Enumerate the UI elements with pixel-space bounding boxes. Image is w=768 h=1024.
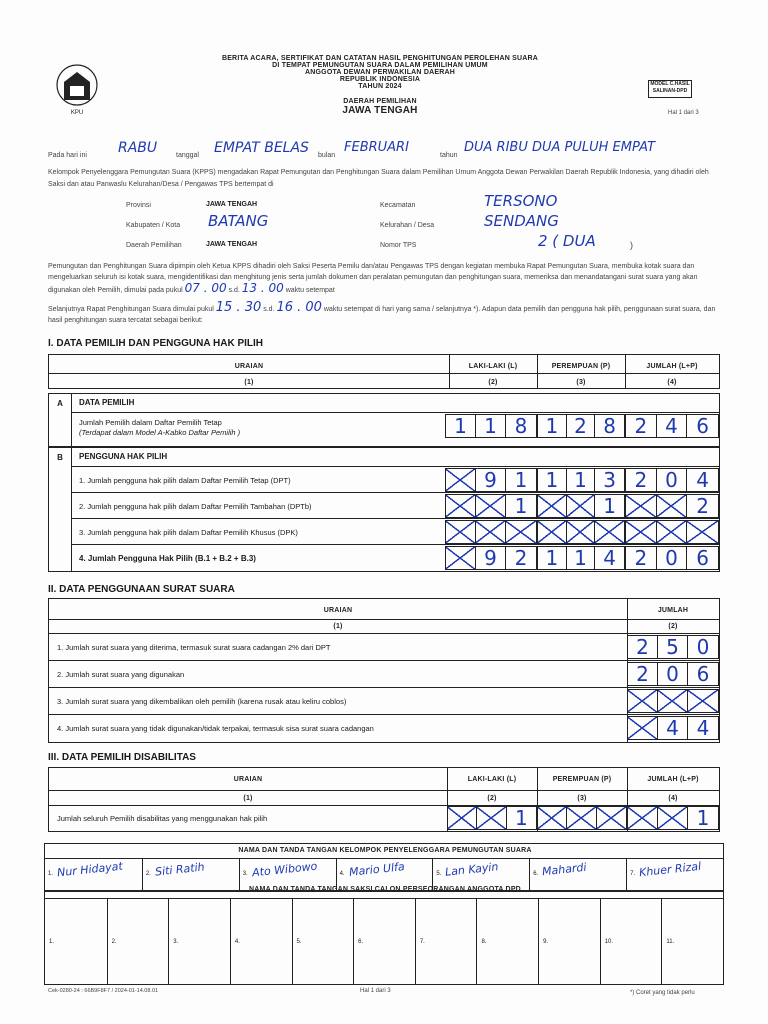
- page-number-top: Hal 1 dari 3: [668, 110, 699, 116]
- s3-col-l: LAKI-LAKI (L): [467, 776, 517, 783]
- s2-row-text: 2. Jumlah surat suara yang digunakan: [57, 670, 185, 679]
- digit-group: [627, 635, 719, 659]
- b-row-text: 3. Jumlah pengguna hak pilih dalam Daftar Pemilih Khusus (DPK): [79, 528, 298, 537]
- tps-label: Nomor TPS: [380, 242, 417, 249]
- s2-row-text: 1. Jumlah surat suara yang diterima, termasuk surat suara cadangan 2% dari DPT: [57, 643, 331, 652]
- digit-cell: 1: [446, 415, 476, 437]
- digit-group: [627, 806, 719, 830]
- digit-cell: 1: [567, 547, 596, 569]
- digit-group: [627, 662, 719, 686]
- tahun-value: DUA RIBU DUA PULUH EMPAT: [464, 140, 656, 155]
- saksi-number: 8.: [481, 939, 487, 945]
- kpps-signature: Khuer Rizal: [638, 859, 702, 880]
- digit-cell: 1: [538, 547, 567, 569]
- digit-cell: 2: [628, 663, 658, 685]
- s3-row-text: Jumlah seluruh Pemilih disabilitas yang menggunakan hak pilih: [57, 814, 268, 823]
- crossed-digit-cell: [446, 469, 476, 491]
- saksi-signature-cell: [292, 898, 354, 984]
- saksi-signature-cell: [107, 898, 169, 984]
- kpps-signature: Nur Hidayat: [56, 859, 124, 880]
- s2-col-j: JUMLAH: [657, 607, 689, 614]
- b-letter: B: [49, 448, 72, 571]
- kelurahan-label: Kelurahan / Desa: [380, 222, 435, 229]
- kpps-title: NAMA DAN TANDA TANGAN KELOMPOK PENYELENGGARA PEMUNGUTAN SUARA: [238, 847, 532, 854]
- section1-title: I. DATA PEMILIH DAN PENGGUNA HAK PILIH: [48, 338, 263, 349]
- digit-group: [445, 520, 537, 544]
- col-num-1: (1): [244, 379, 254, 386]
- s2-row-text: 4. Jumlah surat suara yang tidak digunakan/tidak terpakai, termasuk sisa surat suara cadangan: [57, 724, 374, 733]
- para2-sd: s.d.: [263, 306, 275, 313]
- saksi-signature-cell: [661, 898, 723, 984]
- region-value: JAWA TENGAH: [342, 105, 418, 116]
- crossed-digit-cell: [567, 521, 596, 543]
- digit-group: [445, 494, 537, 518]
- a-values: [445, 414, 719, 438]
- saksi-signature-cell: [45, 898, 107, 984]
- title-line: REPUBLIK INDONESIA: [339, 76, 421, 83]
- s3-col-j: JUMLAH (L+P): [647, 776, 699, 783]
- kabupaten-value: BATANG: [208, 212, 269, 230]
- col-num-3: (3): [576, 379, 586, 386]
- b-row-values: [445, 494, 719, 518]
- kpps-signature: Mahardi: [541, 860, 588, 879]
- s3-num-3: (3): [577, 795, 587, 802]
- digit-cell: 1: [514, 468, 528, 492]
- saksi-number: 5.: [296, 939, 302, 945]
- title-line: DI TEMPAT PEMUNGUTAN SUARA DALAM PEMILIHAN UMUM: [272, 62, 488, 69]
- crossed-digit-cell: [658, 807, 688, 829]
- tps-close: ): [630, 240, 633, 250]
- digit-group: [625, 414, 719, 438]
- digit-group: [445, 414, 537, 438]
- col-l: LAKI-LAKI (L): [468, 363, 518, 370]
- saksi-signature-cell: [538, 898, 600, 984]
- s2-row-values: [627, 662, 719, 686]
- digit-cell: 2: [567, 415, 596, 437]
- kpps-number: 4.: [339, 871, 345, 877]
- digit-cell: 1: [514, 494, 528, 518]
- s2-num-1: (1): [333, 623, 343, 630]
- para2-end: 16 . 00: [276, 300, 322, 315]
- digit-cell: 2: [696, 494, 710, 518]
- digit-cell: 0: [658, 663, 688, 685]
- tahun-label: tahun: [440, 152, 458, 159]
- kelurahan-value: SENDANG: [484, 212, 559, 230]
- saksi-number: 3.: [173, 939, 179, 945]
- crossed-digit-cell: [595, 521, 624, 543]
- kpps-signature: Lan Kayin: [444, 860, 500, 879]
- b-row-values: [445, 520, 719, 544]
- a-row-text: Jumlah Pemilih dalam Daftar Pemilih Tetap: [79, 418, 222, 427]
- digit-group: [445, 546, 537, 570]
- s2-col-uraian: URAIAN: [323, 607, 353, 614]
- s2-num-2: (2): [668, 623, 678, 630]
- s2-row-text: 3. Jumlah surat suara yang dikembalikan oleh pemilih (karena rusak atau keliru coblos): [57, 697, 347, 706]
- saksi-signature-cell: [415, 898, 477, 984]
- section2-title: II. DATA PENGGUNAAN SURAT SUARA: [48, 584, 235, 595]
- digit-cell: 1: [538, 469, 567, 491]
- pada-label: Pada hari ini: [48, 152, 87, 159]
- a-row-sub: (Terdapat dalam Model A-Kabko Daftar Pemilih ): [79, 428, 241, 437]
- digit-group: [625, 520, 719, 544]
- digit-cell: 0: [657, 547, 688, 569]
- digit-cell: 8: [514, 414, 528, 438]
- saksi-number: 1.: [49, 939, 55, 945]
- crossed-digit-cell: [657, 521, 688, 543]
- crossed-digit-cell: [477, 807, 506, 829]
- crossed-digit-cell: [657, 495, 688, 517]
- crossed-digit-cell: [567, 495, 596, 517]
- digit-cell: 0: [696, 635, 710, 659]
- para1-start: 07 . 00: [184, 281, 227, 295]
- digit-cell: 3: [603, 468, 617, 492]
- intro-text: Kelompok Penyelenggara Pemungutan Suara (KPPS) mengadakan Rapat Pemungutan dan Penghitungan Suara dalam Pemilihan Umum Anggota Dewan Perwakilan Daerah Republik Indonesia, yang dihadiri oleh Saksi dan atau Panwaslu Kelurahan/Desa / Pengawas TPS bertempat di: [48, 169, 709, 188]
- col-uraian: URAIAN: [234, 363, 264, 370]
- crossed-digit-cell: [628, 717, 658, 739]
- s2-row-values: [627, 689, 719, 713]
- s3-col-uraian: URAIAN: [233, 776, 263, 783]
- date-line: [48, 140, 728, 164]
- section3-table: [48, 767, 720, 832]
- kpps-number: 5.: [436, 871, 442, 877]
- col-j: JUMLAH (L+P): [646, 363, 698, 370]
- digit-cell: 2: [626, 415, 657, 437]
- digit-cell: 2: [514, 546, 528, 570]
- region-label: DAERAH PEMILIHAN: [343, 98, 417, 105]
- bulan-label: bulan: [318, 152, 336, 159]
- col-p: PEREMPUAN (P): [551, 363, 611, 370]
- digit-cell: 8: [603, 414, 617, 438]
- tanggal-label: tanggal: [176, 152, 199, 159]
- saksi-signature-cell: [353, 898, 415, 984]
- digit-cell: 2: [628, 636, 658, 658]
- b-row-values: [445, 546, 719, 570]
- paragraph-1: [48, 262, 720, 297]
- a-letter: A: [49, 394, 72, 446]
- digit-group: [537, 546, 625, 570]
- model-box: MODEL C.HASIL SALINAN-DPD: [648, 80, 692, 98]
- saksi-number: 2.: [111, 939, 117, 945]
- kpps-number: 1.: [48, 871, 54, 877]
- digit-group: [625, 546, 719, 570]
- crossed-digit-cell: [448, 807, 477, 829]
- digit-group: [445, 468, 537, 492]
- col-num-2: (2): [488, 379, 498, 386]
- para2-tail: waktu setempat di hari yang sama / selanjutnya *). Adapun data pemilih dan pengguna hak pilih, penggunaan surat suara, dan hasil penghitungan suara tercatat sebagai berikut:: [48, 306, 716, 324]
- digit-group: [537, 806, 627, 830]
- crossed-digit-cell: [446, 547, 476, 569]
- para1-end: 13 . 00: [241, 281, 284, 295]
- saksi-signature-cell: [600, 898, 662, 984]
- crossed-digit-cell: [628, 690, 658, 712]
- digit-cell: 1: [696, 806, 710, 830]
- digit-cell: 1: [567, 469, 596, 491]
- digit-group: [537, 468, 625, 492]
- b-row-text: 1. Jumlah pengguna hak pilih dalam Daftar Pemilih Tetap (DPT): [79, 476, 291, 485]
- saksi-signature-cell: [230, 898, 292, 984]
- b-title: PENGGUNA HAK PILIH: [79, 452, 168, 461]
- crossed-digit-cell: [688, 690, 718, 712]
- kpps-signature: Siti Ratih: [154, 860, 206, 879]
- tps-value: 2 ( DUA: [538, 232, 596, 250]
- digit-cell: 1: [538, 415, 567, 437]
- digit-cell: 1: [476, 415, 506, 437]
- saksi-number: 10.: [604, 939, 614, 945]
- tanggal-value: EMPAT BELAS: [214, 140, 309, 156]
- digit-group: [537, 414, 625, 438]
- crossed-digit-cell: [628, 807, 658, 829]
- a-title: DATA PEMILIH: [79, 398, 135, 407]
- digit-cell: 9: [476, 547, 506, 569]
- crossed-digit-cell: [476, 495, 506, 517]
- section2-table: [48, 598, 720, 743]
- crossed-digit-cell: [687, 521, 718, 543]
- kpu-logo: [52, 60, 102, 118]
- digit-cell: 2: [626, 547, 657, 569]
- section-a: [48, 393, 720, 447]
- digit-cell: 1: [603, 494, 617, 518]
- para1-tail: waktu setempat: [285, 287, 335, 294]
- s2-row-values: [627, 635, 719, 659]
- title-line: ANGGOTA DEWAN PERWAKILAN DAERAH: [305, 69, 455, 76]
- para2-start: 15 . 30: [215, 300, 262, 315]
- digit-cell: 1: [514, 806, 528, 830]
- saksi-signature-cell: [476, 898, 538, 984]
- digit-cell: 9: [476, 469, 506, 491]
- s3-num-2: (2): [487, 795, 497, 802]
- saksi-number: 9.: [543, 939, 549, 945]
- provinsi-value: JAWA TENGAH: [206, 201, 258, 208]
- kpps-signature: Ato Wibowo: [251, 859, 318, 880]
- section1-header: [48, 354, 720, 389]
- digit-cell: 6: [696, 662, 710, 686]
- crossed-digit-cell: [597, 807, 626, 829]
- saksi-number: 4.: [234, 939, 240, 945]
- digit-group: [447, 806, 537, 830]
- crossed-digit-cell: [446, 495, 476, 517]
- kpps-signature: Mario Ulfa: [348, 860, 405, 879]
- crossed-digit-cell: [538, 495, 567, 517]
- kpps-number: 2.: [145, 871, 151, 877]
- saksi-number: 7.: [419, 939, 425, 945]
- s2-row-values: [627, 716, 719, 740]
- paragraph-2: [48, 302, 720, 326]
- s3-values: [447, 806, 719, 830]
- digit-cell: 6: [696, 546, 710, 570]
- footer-center: Hal 1 dari 3: [360, 988, 391, 994]
- document-title: [180, 55, 580, 116]
- saksi-title: NAMA DAN TANDA TANGAN SAKSI CALON PERSEORANGAN ANGGOTA DPD: [249, 886, 521, 893]
- hari-value: RABU: [118, 140, 158, 156]
- dapil-value: JAWA TENGAH: [206, 241, 258, 248]
- digit-cell: 4: [658, 717, 688, 739]
- digit-group: [627, 716, 719, 740]
- saksi-number: 11.: [666, 939, 675, 945]
- digit-group: [625, 468, 719, 492]
- crossed-digit-cell: [567, 807, 596, 829]
- saksi-signature-table: [44, 886, 724, 985]
- saksi-signature-cell: [168, 898, 230, 984]
- footer-left: Cek-0280-24 : 66B9F8F7 / 2024-01-14.08.01: [48, 988, 159, 994]
- digit-cell: 4: [657, 415, 688, 437]
- location-block: [48, 192, 728, 252]
- digit-cell: 5: [658, 636, 688, 658]
- s3-num-1: (1): [243, 795, 253, 802]
- para1-text: Pemungutan dan Penghitungan Suara dipimpin oleh Ketua KPPS dihadiri oleh Saksi Peserta Pemilu dan/atau Pengawas TPS dengan kegiatan membuka Rapat Pemungutan Suara, membuka kotak suara dan mengeluarkan seluruh isi kotak suara, mengidentifikasi dan menghitung jenis serta jumlah dokumen dan peralatan pemungutan dan penghitungan suara, memeriksa dan menandatangani surat suara yang akan digunakan oleh Pemilih, dimulai pada pukul: [48, 263, 698, 294]
- crossed-digit-cell: [476, 521, 506, 543]
- s3-num-4: (4): [668, 795, 678, 802]
- kecamatan-value: TERSONO: [484, 192, 558, 210]
- digit-group: [537, 494, 625, 518]
- saksi-number: 6.: [358, 939, 364, 945]
- s3-col-p: PEREMPUAN (P): [552, 776, 612, 783]
- title-line: TAHUN 2024: [358, 83, 402, 90]
- kpps-number: 7.: [630, 871, 636, 877]
- kpps-number: 3.: [242, 871, 248, 877]
- digit-cell: 4: [696, 468, 710, 492]
- b-row-values: [445, 468, 719, 492]
- bulan-value: FEBRUARI: [344, 140, 409, 155]
- digit-cell: 4: [696, 716, 710, 740]
- kabupaten-label: Kabupaten / Kota: [126, 222, 181, 229]
- digit-cell: 6: [696, 414, 710, 438]
- digit-cell: 0: [657, 469, 688, 491]
- digit-cell: 2: [626, 469, 657, 491]
- digit-group: [537, 520, 625, 544]
- crossed-digit-cell: [626, 521, 657, 543]
- crossed-digit-cell: [538, 521, 567, 543]
- para2-prefix: Selanjutnya Rapat Penghitungan Suara dimulai pukul: [48, 306, 214, 313]
- footer-right: *) Coret yang tidak perlu: [630, 990, 695, 996]
- digit-cell: 4: [603, 546, 617, 570]
- crossed-digit-cell: [446, 521, 476, 543]
- crossed-digit-cell: [538, 807, 567, 829]
- para1-sd: s.d.: [228, 287, 240, 294]
- section-b: [48, 447, 720, 572]
- section3-title: III. DATA PEMILIH DISABILITAS: [48, 752, 196, 763]
- kpps-number: 6.: [533, 871, 539, 877]
- digit-group: [625, 494, 719, 518]
- b-row-text: 4. Jumlah Pengguna Hak Pilih (B.1 + B.2 + B.3): [79, 554, 256, 563]
- kecamatan-label: Kecamatan: [380, 202, 416, 209]
- kpps-signature-table: [44, 843, 724, 891]
- dapil-label: Daerah Pemilihan: [126, 242, 182, 249]
- svg-text:KPU: KPU: [70, 110, 84, 116]
- crossed-digit-cell: [506, 521, 536, 543]
- crossed-digit-cell: [658, 690, 688, 712]
- title-line: BERITA ACARA, SERTIFIKAT DAN CATATAN HASIL PENGHITUNGAN PEROLEHAN SUARA: [221, 55, 539, 62]
- b-row-text: 2. Jumlah pengguna hak pilih dalam Daftar Pemilih Tambahan (DPTb): [79, 502, 312, 511]
- digit-group: [627, 689, 719, 713]
- col-num-4: (4): [667, 379, 677, 386]
- crossed-digit-cell: [626, 495, 657, 517]
- provinsi-label: Provinsi: [126, 202, 151, 209]
